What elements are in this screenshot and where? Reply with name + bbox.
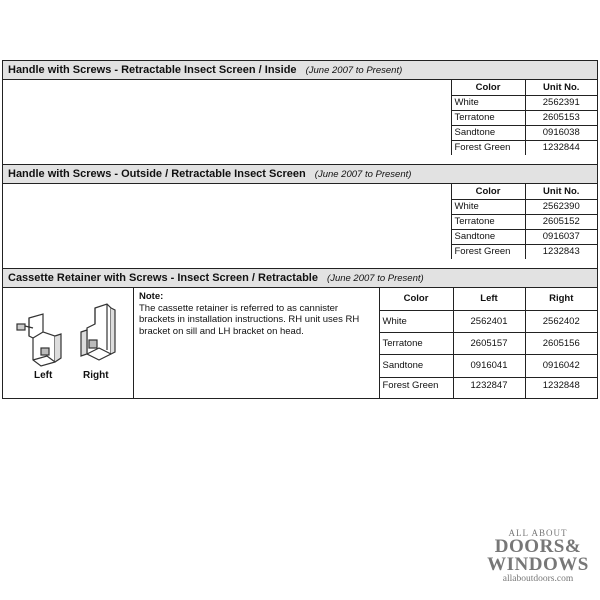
table-row [451,199,597,214]
column-header: Color [379,288,453,310]
note [139,291,375,337]
logo-line-3: WINDOWS [487,554,589,575]
table-row [451,95,597,110]
color-cell: Forest Green [451,244,525,259]
logo-url: allaboutdoors.com [502,574,574,584]
watermark-logo [478,528,598,594]
section-body-inside-handle [3,80,597,165]
column-header: Color [451,184,525,199]
table-row [451,214,597,229]
column-header: Left [453,288,525,310]
left-number-cell: 1232847 [453,377,525,398]
unit-number-cell: 2605152 [525,214,597,229]
section-date: (June 2007 to Present) [314,169,412,180]
section-title: Handle with Screws - Outside / Retractable Insect Screen [8,168,306,180]
color-cell: Sandtone [451,125,525,140]
color-cell: Terratone [451,110,525,125]
table-header-row [451,184,597,199]
left-number-cell: 0916041 [453,355,525,377]
right-number-cell: 2562402 [525,310,597,332]
table-row [379,377,597,398]
unit-number-cell: 0916037 [525,229,597,244]
color-cell: Sandtone [451,229,525,244]
right-bracket-label: Right [83,370,109,381]
color-cell: Forest Green [451,140,525,155]
section-body-outside-handle [3,184,597,269]
color-cell: Terratone [451,214,525,229]
unit-number-cell: 0916038 [525,125,597,140]
table-row [379,333,597,355]
section-title: Cassette Retainer with Screws - Insect Screen / Retractable [8,272,318,284]
note-title: Note: [139,291,164,302]
unit-number-cell: 2605153 [525,110,597,125]
color-cell: White [451,95,525,110]
section-date: (June 2007 to Present) [305,65,403,76]
right-number-cell: 0916042 [525,355,597,377]
parts-document [2,60,598,399]
unit-number-cell: 2562390 [525,199,597,214]
unit-number-cell: 2562391 [525,95,597,110]
section-header-cassette-retainer [3,269,597,288]
logo-line-2: DOORS& [494,536,582,557]
table-header-row [451,80,597,95]
color-cell: Sandtone [379,355,453,377]
color-cell: Terratone [379,333,453,355]
logo-line-1: ALL ABOUT [508,528,568,538]
bracket-illustration [3,288,134,398]
parts-table-outside-handle [451,184,598,259]
table-row [451,244,597,259]
section-header-inside-handle [3,61,597,80]
right-number-cell: 2605156 [525,333,597,355]
column-header: Color [451,80,525,95]
table-row [451,140,597,155]
section-title: Handle with Screws - Retractable Insect Screen / Inside [8,64,297,76]
right-bracket-icon [81,304,115,360]
table-row [379,355,597,377]
color-cell: White [451,199,525,214]
table-row [451,125,597,140]
left-number-cell: 2562401 [453,310,525,332]
table-row [451,110,597,125]
table-row [379,310,597,332]
column-header: Unit No. [525,80,597,95]
right-number-cell: 1232848 [525,377,597,398]
unit-number-cell: 1232844 [525,140,597,155]
note-text: The cassette retainer is referred to as cannister brackets in installation instructions. RH unit uses RH bracket on sill and LH bracket on head. [139,302,360,337]
table-row [451,229,597,244]
parts-table-cassette-retainer [379,288,598,398]
section-body-cassette-retainer [3,288,597,398]
parts-table-inside-handle [451,80,598,155]
color-cell: Forest Green [379,377,453,398]
left-bracket-label: Left [34,370,53,381]
section-header-outside-handle [3,165,597,184]
column-header: Unit No. [525,184,597,199]
column-header: Right [525,288,597,310]
section-date: (June 2007 to Present) [327,273,424,284]
left-number-cell: 2605157 [453,333,525,355]
color-cell: White [379,310,453,332]
left-bracket-icon [17,314,61,366]
cassette-bracket-drawing [3,288,133,398]
unit-number-cell: 1232843 [525,244,597,259]
table-header-row [379,288,597,310]
